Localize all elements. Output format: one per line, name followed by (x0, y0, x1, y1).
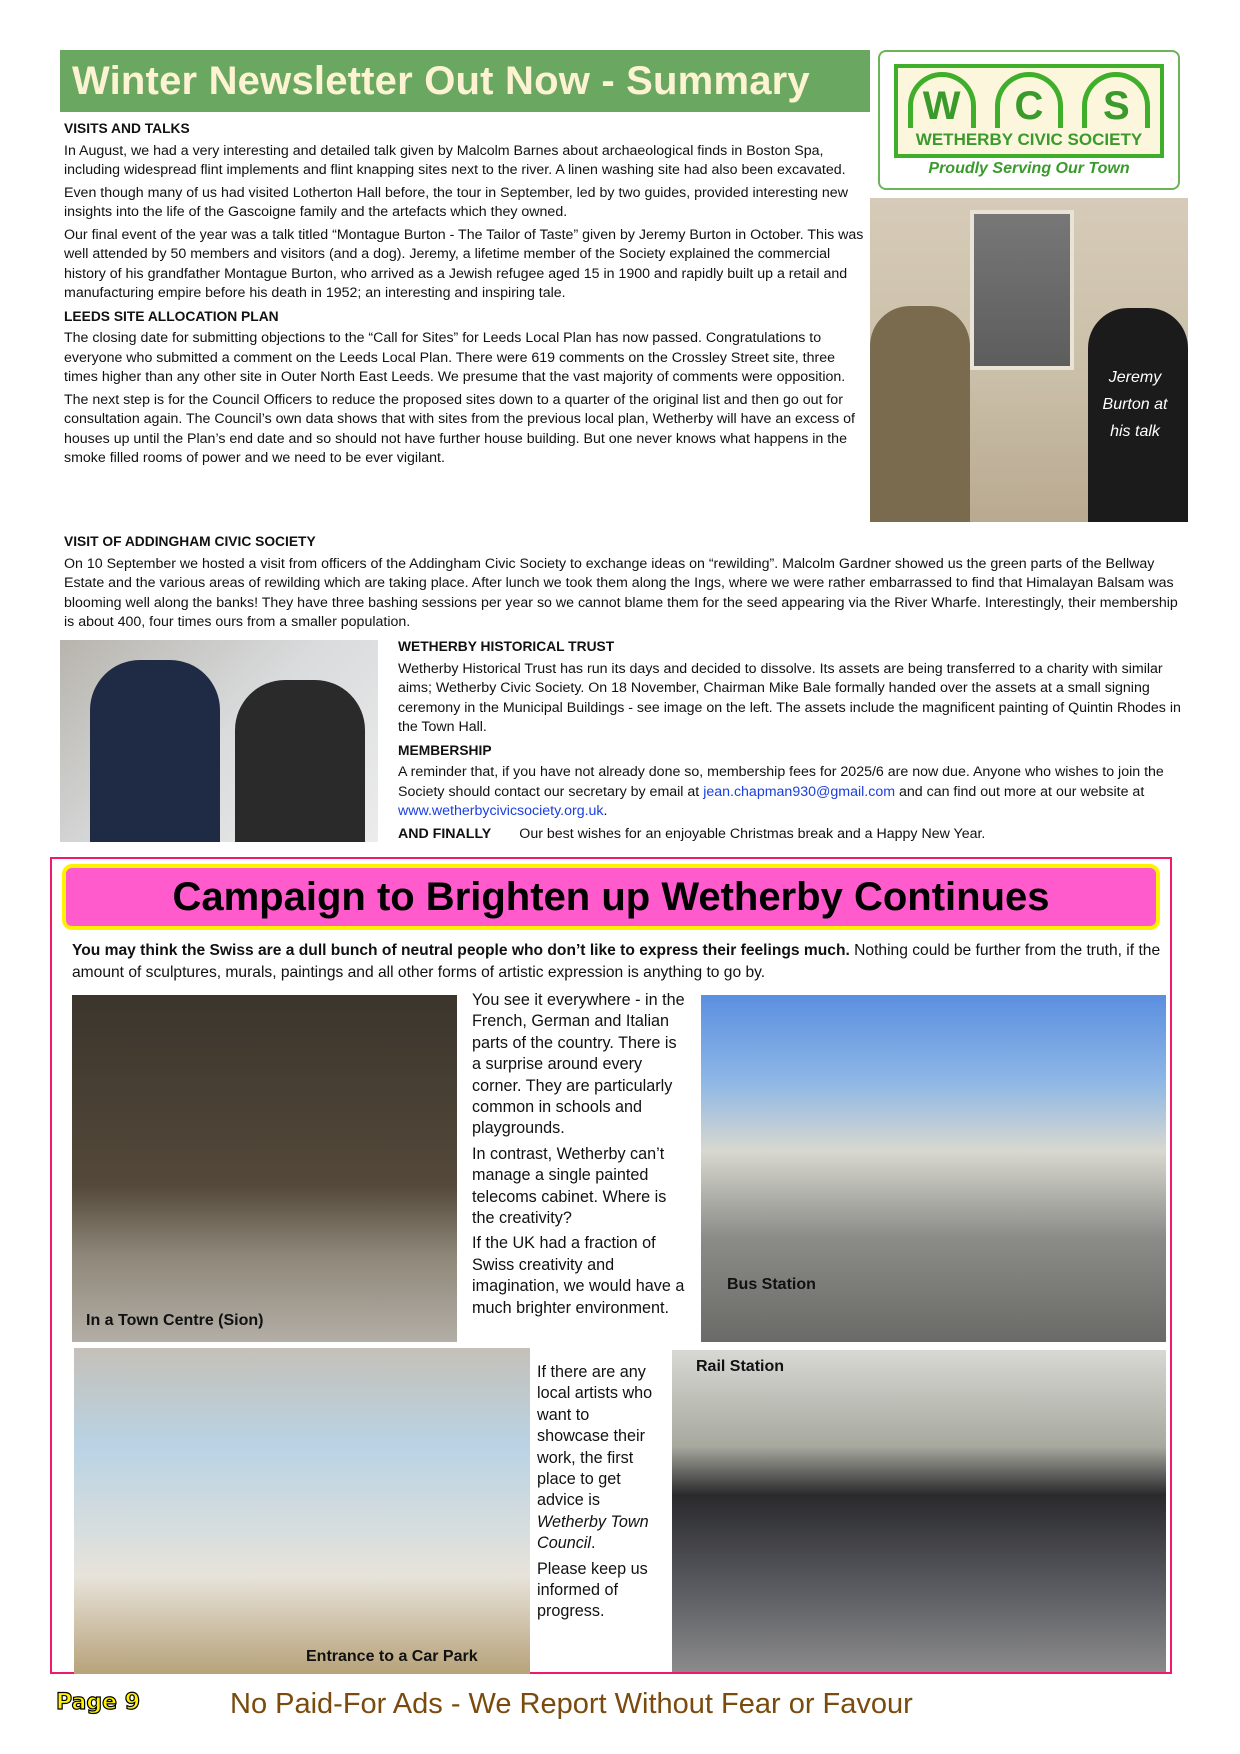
logo-panel (894, 64, 1164, 158)
bus-station-photo (701, 995, 1166, 1342)
campaign-intro: You may think the Swiss are a dull bunch of neutral people who don’t like to express their feelings much. Nothing could be further from the truth, if the amount of sculptures, murals, paintings and all other forms of artistic expression is anything to go by. (72, 942, 1161, 981)
photo-caption: Entrance to a Car Park (306, 1648, 478, 1665)
heading-visits: VISITS AND TALKS (64, 121, 190, 136)
person-left (90, 660, 220, 842)
projected-portrait (970, 210, 1074, 370)
campaign-title: Campaign to Brighten up Wetherby Continues (62, 864, 1160, 930)
footer-slogan: No Paid-For Ads - We Report Without Fear or Favour (230, 1688, 913, 1720)
right-column (398, 637, 1188, 847)
newsletter-title: Winter Newsletter Out Now - Summary (60, 50, 870, 112)
logo-letter-c: C (995, 72, 1063, 128)
paragraph: In contrast, Wetherby can’t manage a single painted telecoms cabinet. Where is the creativity? (472, 1144, 667, 1228)
email-link[interactable]: jean.chapman930@gmail.com (703, 783, 896, 800)
logo-society-name: WETHERBY CIVIC SOCIETY (915, 130, 1143, 149)
paragraph: If the UK had a fraction of Swiss creativity and imagination, we would have a much brighter environment. (472, 1234, 685, 1317)
wcs-logo (878, 50, 1180, 190)
heading-leeds: LEEDS SITE ALLOCATION PLAN (64, 308, 279, 324)
finally-paragraph: AND FINALLY Our best wishes for an enjoyable Christmas break and a Happy New Year. (398, 825, 986, 842)
photo-caption: Rail Station (696, 1358, 785, 1375)
person-left (870, 306, 970, 522)
top-column (64, 119, 864, 472)
page-number: Page 9 (56, 1690, 141, 1715)
paragraph: On 10 September we hosted a visit from officers of the Addingham Civic Society to exchange ideas on “rewilding”. Malcolm Gardner showed us the green parts of the Bellway Estate and the various areas of rewilding which are taking place. After lunch we took them along the Ings, where we were rather embarrassed to find that Himalayan Balsam was blooming well along the banks! They have three bashing sessions per year so we cannot blame them for the seed appearing via the River Wharfe. Interestingly, their membership is about 400, four times ours from a smaller population. (64, 555, 1178, 630)
paragraph: Please keep us informed of progress. (537, 1559, 648, 1621)
website-link[interactable]: www.wetherbycivicsociety.org.uk (398, 803, 604, 819)
car-park-mural-photo (74, 1348, 530, 1674)
photo-caption: Jeremy Burton at his talk (1102, 369, 1168, 440)
heading-addingham: VISIT OF ADDINGHAM CIVIC SOCIETY (64, 534, 316, 549)
person-right (235, 680, 365, 842)
logo-letter-w: W (908, 72, 976, 128)
jeremy-burton-photo (870, 198, 1188, 522)
paragraph: You see it everywhere - in the French, German and Italian parts of the country. There is a surprise around every corner. They are particularly common in schools and playgrounds. (472, 991, 685, 1138)
paragraph: If there are any local artists who want to showcase their work, the first place to get advice is Wetherby Town Council. (537, 1363, 653, 1553)
handshake-photo (60, 640, 378, 842)
paragraph: The next step is for the Council Officers to reduce the proposed sites down to a quarter of the original list and then go out for consultation again. The Council’s own data shows that with sites from the previous local plan, Wetherby will have an excess of houses up until the Plan’s end date and so should not have further house building. But one never knows what happens in the smoke filled rooms of power and we need to be ever vigilant. (64, 391, 855, 466)
logo-letter-s: S (1082, 72, 1150, 128)
paragraph: Even though many of us had visited Lotherton Hall before, the tour in September, led by two guides, provided interesting new insights into the life of the Gascoigne family and the artefacts which they owned. (64, 184, 848, 220)
campaign-lower-text (537, 1362, 665, 1627)
paragraph: Our final event of the year was a talk titled “Montague Burton - The Tailor of Taste” given by Jeremy Burton in October. This was well attended by 50 members and visitors (and a dog). Jeremy, a lifetime member of the Society explained the commercial history of his grandfather Montague Burton, who arrived as a Jewish refugee aged 15 in 1900 and rapidly built up a retail and manufacturing empire before his death in 1952; an interesting and inspiring tale. (64, 226, 864, 301)
paragraph: Wetherby Historical Trust has run its days and decided to dissolve. Its assets are being transferred to a charity with similar aims; Wetherby Civic Society. On 18 November, Chairman Mike Bale formally handed over the assets at a small signing ceremony in the Municipal Buildings - see image on the left. The assets include the magnificent painting of Quintin Rhodes in the Town Hall. (398, 660, 1181, 735)
heading-finally: AND FINALLY (398, 825, 492, 842)
addingham-section (64, 532, 1184, 636)
paragraph: The closing date for submitting objections to the “Call for Sites” for Leeds Local Plan has now passed. Congratulations to everyone who submitted a comment on the Leeds Local Plan. There were 619 comments on the Crossley Street site, three times higher than any other site in Outer North East Leeds. We presume that the vast majority of comments were opposition. (64, 330, 846, 385)
heading-trust: WETHERBY HISTORICAL TRUST (398, 639, 615, 654)
membership-paragraph: A reminder that, if you have not already done so, membership fees for 2025/6 are now due. Anyone who wishes to join the Society should contact our secretary by email at jean.chapman930@gmail.com and can find out more at our website at www.wetherbycivicsociety.org.uk. (398, 764, 1164, 819)
photo-caption: In a Town Centre (Sion) (86, 1312, 264, 1329)
campaign-middle-text (472, 990, 687, 1323)
photo-caption: Bus Station (727, 1276, 816, 1293)
sion-slide-photo (72, 995, 457, 1342)
logo-tagline: Proudly Serving Our Town (928, 160, 1130, 177)
rail-station-photo (672, 1350, 1166, 1672)
paragraph: In August, we had a very interesting and detailed talk given by Malcolm Barnes about archaeological finds in Boston Spa, including widespread flint implements and flint knapping sites next to the river. A linen washing site had also been excavated. (64, 142, 846, 178)
heading-membership: MEMBERSHIP (398, 742, 492, 758)
